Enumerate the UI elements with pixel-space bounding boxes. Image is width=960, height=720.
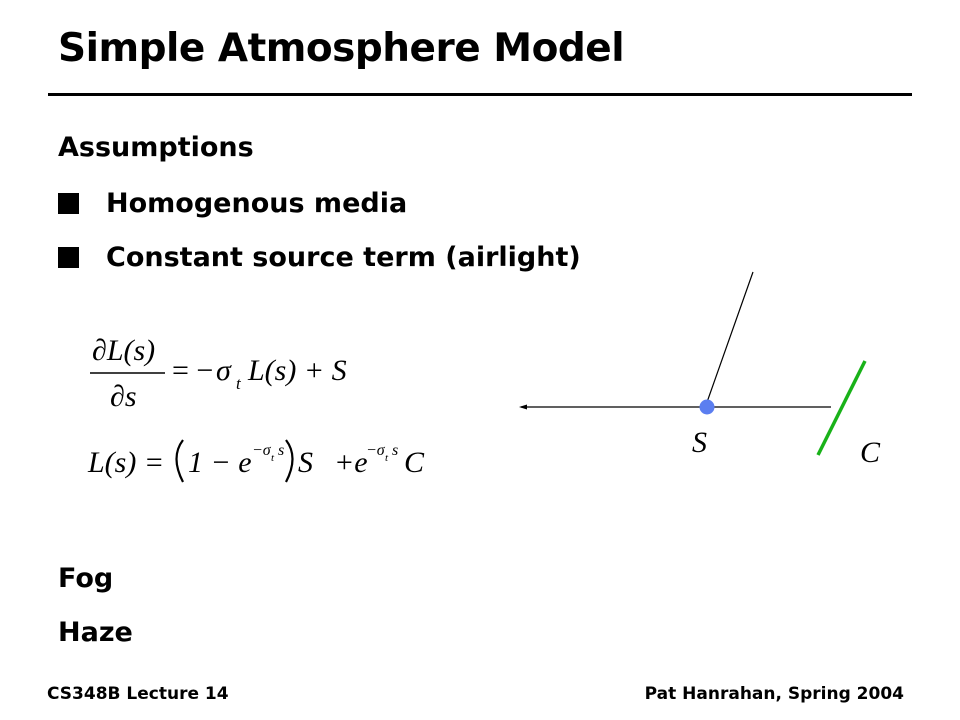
eq1-equals-minus: = − — [172, 354, 214, 387]
bullet-label: Homogenous media — [106, 187, 408, 219]
eq1-rhs-tail: L(s) + S — [248, 354, 347, 387]
eq2-C: C — [404, 446, 425, 479]
eq2-plus-e: +e — [334, 446, 368, 479]
scatter-point — [700, 400, 715, 415]
bullet-label: Constant source term (airlight) — [106, 241, 581, 273]
fog-label: Fog — [58, 563, 114, 594]
eq2-exponent-2: −σ — [366, 442, 385, 459]
footer-author: Pat Hanrahan, Spring 2004 — [644, 684, 904, 704]
assumptions-heading: Assumptions — [58, 132, 254, 163]
slide-title: Simple Atmosphere Model — [58, 26, 625, 71]
surface-line — [818, 361, 865, 455]
incoming-ray — [706, 272, 753, 405]
eq2-S: S — [298, 446, 313, 479]
eq2-exponent-sub: t — [271, 452, 275, 464]
eq1-denominator: ∂s — [110, 380, 137, 413]
eq2-exponent: −σ — [252, 442, 271, 459]
eq2-exponent-s: s — [278, 442, 285, 459]
eq1-sigma: σ — [216, 354, 231, 387]
eq1-sigma-subscript: t — [236, 374, 241, 393]
eq2-lhs: L(s) = — [88, 446, 165, 479]
eq2-one-minus-e: 1 − e — [188, 446, 252, 479]
eq1-numerator: ∂L(s) — [92, 334, 156, 367]
eq2-exponent-2-s: s — [392, 442, 399, 459]
camera-label: C — [860, 436, 881, 469]
point-label: S — [692, 426, 707, 459]
eq2-exponent-2-sub: t — [385, 452, 389, 464]
footer-course: CS348B Lecture 14 — [47, 684, 229, 704]
haze-label: Haze — [58, 617, 133, 648]
view-ray-arrowhead — [519, 405, 527, 410]
